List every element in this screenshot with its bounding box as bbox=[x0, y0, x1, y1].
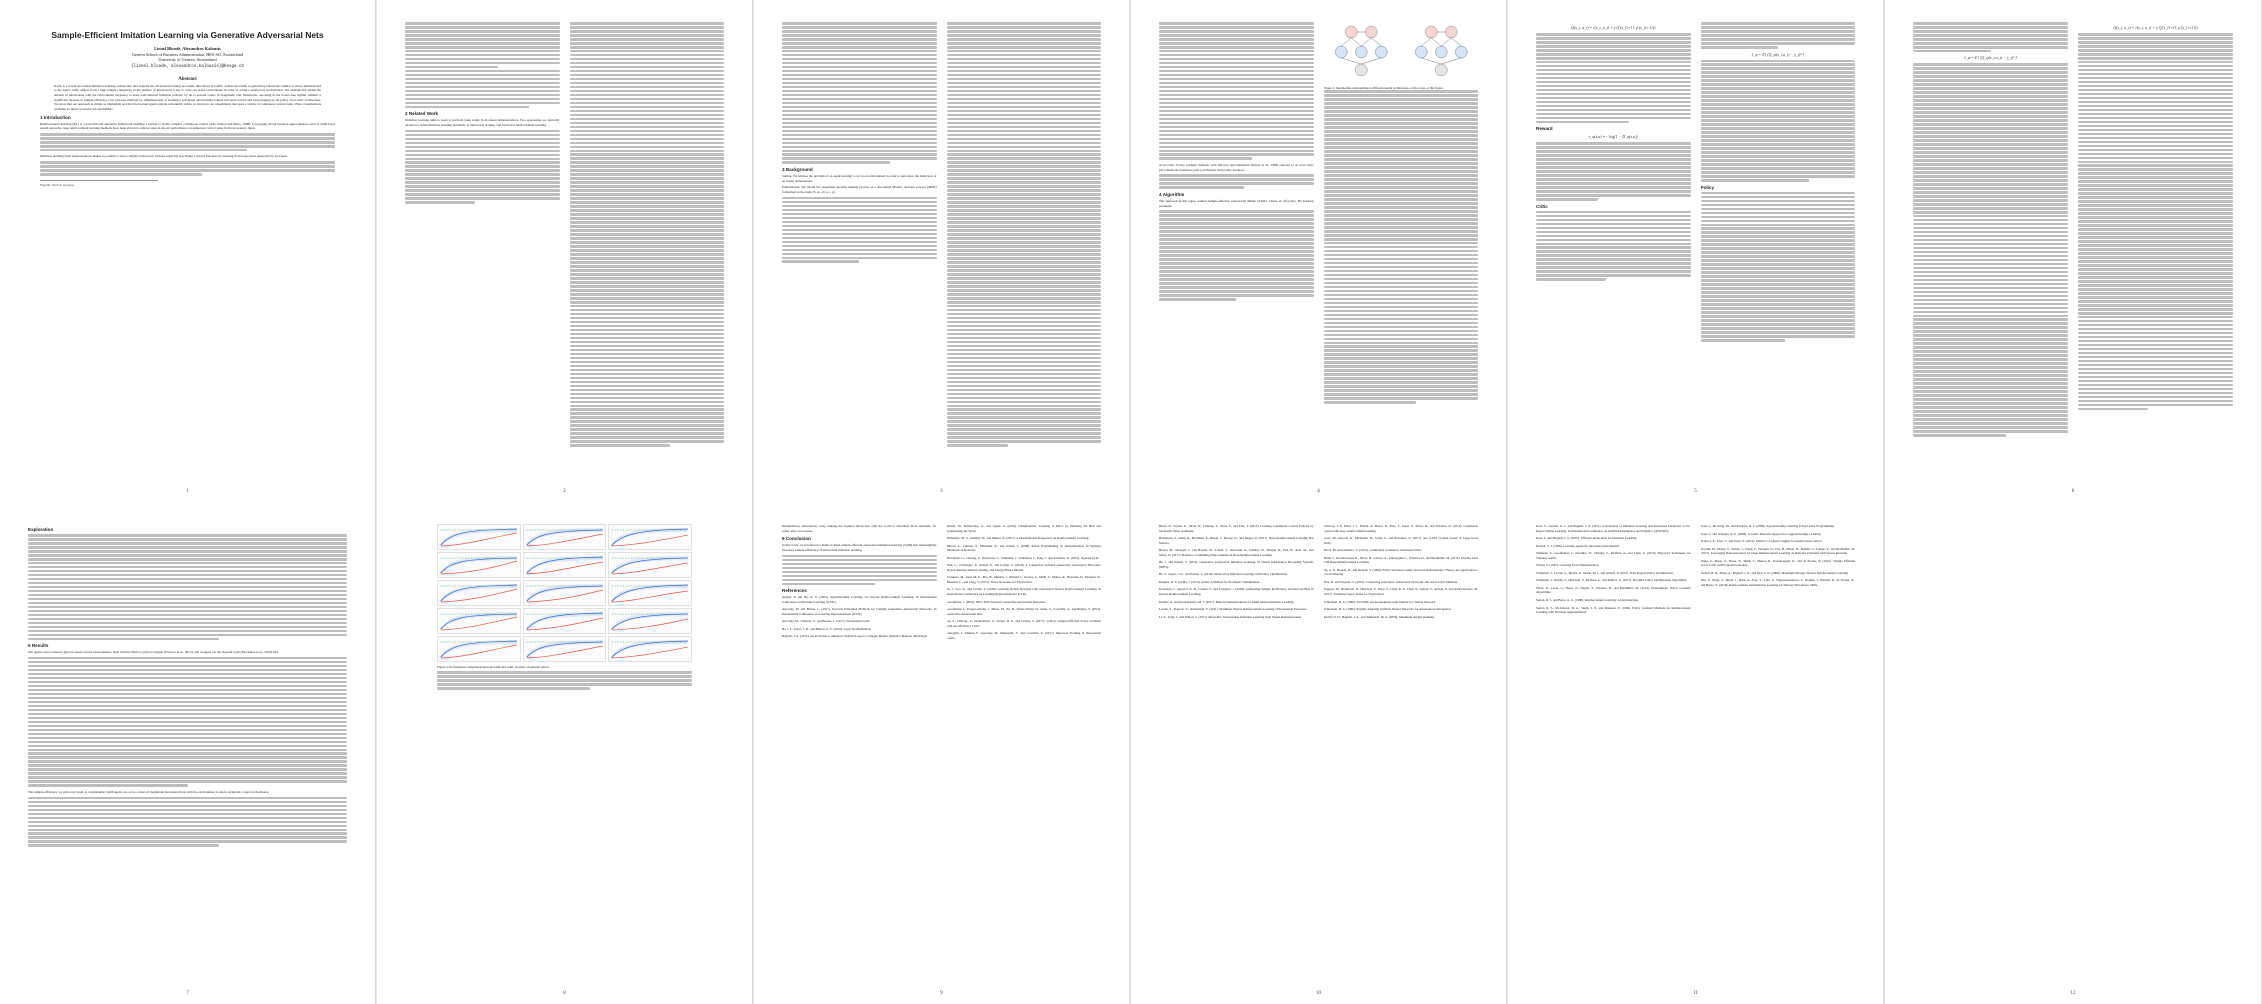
body-lines bbox=[947, 22, 1102, 447]
page-4 bbox=[1131, 0, 1507, 502]
reference-entry: Zhu, Y., Wang, Z., Merel, J., Rusu, A., Erez, T., Cabi, S., Tunyasuvunakool, S., Kramár, J., Hadsell, R., de Freitas, N., and Heess, N. (2018). Reinforcement and Imitation Learning for Diverse Visuomotor Skills. bbox=[1700, 578, 1855, 587]
section-conclusion: 6 Conclusion bbox=[782, 536, 811, 542]
page-11 bbox=[1508, 502, 1884, 1004]
page-9 bbox=[754, 502, 1130, 1004]
body-lines bbox=[1913, 22, 2068, 52]
page-6 bbox=[1885, 0, 2262, 502]
page-number: 8 bbox=[563, 991, 566, 996]
reference-entry: Ziebart, B. D., Maas, A., Bagnell, J. A., and Dey, A. K. (2008). Maximum Entropy Inverse Reinforcement Learning. bbox=[1700, 570, 1849, 575]
figure-2-caption: Figure 2: Performance comparison between SAM and GAIL in terms of episodic return. bbox=[437, 665, 550, 669]
page-1 bbox=[0, 0, 376, 502]
affiliation-2: University of Geneva, Switzerland bbox=[158, 57, 217, 63]
learning-curve-plot bbox=[437, 608, 521, 634]
reference-entry: Kingma, D. P. and Ba, J. (2014). Adam: A Method for Stochastic Optimization. bbox=[1159, 579, 1261, 584]
reference-list bbox=[782, 595, 937, 639]
reference-entry: Silver, D., Lever, G., Heess, N., Degris, T., Wierstra, D., and Riedmiller, M. (2014). Deterministic Policy Gradient Algorithms. bbox=[1536, 585, 1691, 595]
reference-entry: Heess, N., Wayne, G., Silver, D., Lillicrap, T., Tassa, Y., and Erez, T. (2015). Learning Continuous Control Policies by Stochastic Value Gradients. bbox=[1159, 524, 1314, 533]
reference-entry: Abbeel, P. and Ng, A. Y. (2004). Apprenticeship Learning via Inverse Reinforcement Learning. In International Conference on Machine Learning (ICML). bbox=[782, 595, 937, 604]
learning-curve-plot bbox=[523, 524, 607, 550]
caption-lines bbox=[437, 671, 692, 690]
node-critic bbox=[1365, 26, 1377, 38]
reference-entry: Arjovsky, M., Chintala, S., and Bottou, L. (2017). Wasserstein GAN. bbox=[782, 619, 870, 624]
reference-entry: Hessel, M., Modayil, J., van Hasselt, H., Schaul, T., Ostrovski, G., Dabney, W., Horgan, D., Piot, B., Azar, M., and Silver, D. (2017). Rainbow: Combining Improvements in Deep Reinforcement Learning. bbox=[1159, 548, 1314, 557]
reference-entry: Sutton, R. S., McAllester, D. A., Singh, S. P., and Mansour, Y. (1999). Policy Gradient Methods for Reinforcement Learning with Function Approximation. bbox=[1536, 605, 1691, 615]
reference-entry: Plappert, M., Houthooft, R., Dhariwal, P., Sidor, S., Chen, R. Y., Chen, X., Asfour, T., Abbeel, P., and Andrychowicz, M. (2017). Parameter Space Noise for Exploration. bbox=[1323, 587, 1478, 597]
node-env bbox=[1375, 46, 1387, 58]
figure-1-caption: Figure 1: Intermodule relationships in different neural architectures of the scope of this figure. bbox=[1323, 86, 1444, 90]
node-buffer bbox=[1435, 64, 1447, 76]
references-heading: References bbox=[782, 588, 807, 594]
reference-entry: Salimans, T., Goodfellow, I., Zaremba, W., Cheung, V., Radford, A., and Chen, X. (2016). Improved Techniques for Training GANs. bbox=[1536, 551, 1691, 560]
node-discriminator bbox=[1335, 46, 1347, 58]
reference-entry: Mirza, M. and Osindero, S. (2014). Conditional Generative Adversarial Nets. bbox=[1323, 548, 1423, 553]
body-lines bbox=[570, 22, 725, 447]
page-number: 4 bbox=[1317, 489, 1320, 494]
critic-heading: Critic bbox=[1536, 203, 1548, 209]
learning-curve-plot bbox=[523, 580, 607, 606]
learning-curve-plot bbox=[437, 636, 521, 662]
intro-body-lines bbox=[40, 133, 335, 152]
body-lines bbox=[2078, 33, 2233, 410]
reference-entry: Brockman, G., Cheung, V., Pettersson, L., Schneider, J., Schulman, J., Tang, J., and Zaremba, W. (2016). OpenAI Gym. bbox=[946, 555, 1100, 560]
reference-entry: Ross, S., Gordon, G. J., and Bagnell, J. A. (2011). A Reduction of Imitation Learning and Structured Prediction to No-Regret Online Learning. In International Conference on Artificial Intelligence and Statistics (AISTATS). bbox=[1536, 524, 1691, 533]
reference-entry: Sutton, R. S. and Barto, A. G. (1998). Reinforcement Learning: An Introduction. bbox=[1536, 598, 1639, 603]
reference-entry: Bellemare, M. G., Dabney, W., and Munos, R. (2017). A Distributional Perspective on Reinforcement Learning. bbox=[946, 536, 1090, 541]
background-preliminaries: Preliminaries. We model the sequential decision making process as a discounted Markov decision process (MDP) formalised as the tuple (S, A, ρ0, p, r, γ). bbox=[782, 185, 937, 195]
equation: ℓ_ψ = E[ (Q_ψ(s_t,a_t) − y_t)² ] bbox=[1964, 55, 2017, 61]
learning-curve-plot bbox=[608, 608, 692, 634]
reference-entry: Vecerik, M., Hester, T., Scholz, J., Wang, F., Pietquin, O., Piot, B., Heess, N., Rothörl, T., Lampe, T., and Riedmiller, M. (2017). Leveraging Demonstrations for Deep Reinforcement Learning on Robotics Problems with Sparse Rewards. bbox=[1700, 546, 1855, 556]
reference-entry: Pomerleau, D. A. (1989). ALVINN: An Autonomous Land Vehicle in a Neural Network. bbox=[1323, 599, 1437, 604]
body-lines bbox=[782, 555, 937, 585]
learning-curve-plot bbox=[608, 580, 692, 606]
reward-heading: Reward bbox=[1536, 126, 1553, 132]
reference-entry: Mnih, V., Kavukcuoglu, K., Silver, D., Graves, A., Antonoglou, I., Wierstra, D., and Riedmiller, M. (2013). Playing Atari with Deep Reinforcement Learning. bbox=[1323, 555, 1478, 565]
learning-curve-plot bbox=[523, 552, 607, 578]
reference-entry: Gu, S., Lillicrap, T., Ghahramani, Z., Turner, R. E., and Levine, S. (2017). Q-Prop: Sample-Efficient Policy Gradient with An Off-Policy Critic. bbox=[946, 619, 1101, 628]
reference-entry: Kostrikov, I., Agrawal, K. K., Levine, S., and Tompson, J. (2018). Addressing Sample Inefficiency and Reward Bias in Inverse Reinforcement Learning. bbox=[1159, 587, 1314, 597]
learning-curve-plot bbox=[523, 636, 607, 662]
section-background: 3 Background bbox=[782, 167, 813, 173]
reference-entry: Russell, S. J. (1998). Learning agents for uncertain environments. bbox=[1536, 543, 1620, 548]
body-lines bbox=[1159, 22, 1314, 160]
page-8 bbox=[377, 502, 753, 1004]
intro-paragraph-2: Imitation learning from demonstrations makes it possible to teach complex behaviours without explicitly specifying a reward function, by learning from trajectories generated by an expert. bbox=[40, 154, 288, 159]
page-number: 5 bbox=[1694, 489, 1697, 494]
reference-entry: Li, Y., Song, J., and Ermon, S. (2017). InfoGAIL: Interpretable Imitation Learning from Visual Demonstrations. bbox=[1159, 614, 1302, 619]
body-lines bbox=[28, 657, 347, 787]
reference-entry: Schulman, J., Wolski, F., Dhariwal, P., Radford, A., and Klimov, O. (2017). Proximal Policy Optimization Algorithms. bbox=[1536, 578, 1687, 583]
policy-heading: Policy bbox=[1700, 184, 1715, 190]
author-emails: {lionel.blonde, alexandros.kalousis}@hesge.ch bbox=[130, 64, 245, 69]
page-7 bbox=[0, 502, 376, 1004]
body-lines bbox=[28, 534, 347, 640]
body-lines bbox=[405, 130, 560, 204]
reference-entry: Ba, J. L., Kiros, J. R., and Hinton, G. E. (2016). Layer Normalization. bbox=[782, 626, 872, 631]
body-lines bbox=[1701, 192, 1856, 342]
section-algorithm: 4 Algorithm bbox=[1159, 191, 1185, 197]
reference-entry: Ng, A. Y., Harada, D., and Russell, S. (1999). Policy invariance under reward transformations: Theory and application to reward shaping. bbox=[1323, 567, 1478, 577]
learning-curve-plot bbox=[437, 580, 521, 606]
reference-entry: Finn, C., Christiano, P., Abbeel, P., and Levine, S. (2016). A Connection between Generative Adversarial Networks, Inverse Reinforcement Learning, and Energy-Based Models. bbox=[946, 563, 1101, 572]
preprint-footnote: Preprint. Work in progress. bbox=[40, 180, 158, 187]
body-lines bbox=[1536, 211, 1691, 281]
body-lines bbox=[782, 197, 937, 263]
reference-entry: Syed, U., Bowling, M., and Schapire, R. E. (2008). Apprenticeship Learning Using Linear Programming. bbox=[1700, 524, 1835, 528]
reference-entry: Ross, S. and Bagnell, J. A. (2010). Efficient Reductions for Imitation Learning. bbox=[1536, 536, 1638, 541]
reference-entry: Pomerleau, D. A. (1990). Rapidly Adapting Artificial Neural Networks for Autonomous Navigation. bbox=[1323, 607, 1452, 612]
conclusion-carryover: manipulation, autonomous cars), making the required interaction with the world to extremely more desirable, for safety and cost reasons. bbox=[782, 524, 937, 533]
body-lines bbox=[1536, 33, 1691, 123]
learning-curve-plot bbox=[608, 636, 692, 662]
author-block bbox=[40, 46, 335, 71]
reference-entry: Kuefler, A. and Kochenderfer, M. J. (2017). Burn-In Demonstrations for Multi-Modal Imitation Learning. bbox=[1159, 599, 1295, 604]
reference-entry: Fortunato, M., Azar, M. G., Piot, B., Menick, J., Osband, I., Graves, A., Mnih, V., Munos, R., Hassabis, D., Pietquin, O., Blundell, C., and Legg, S. (2017). Noisy Networks for Exploration. bbox=[946, 575, 1101, 584]
page-number: 12 bbox=[2070, 991, 2076, 996]
actor-critic-paragraph: Actor-critic. Policy gradient methods with function approximation (Sutton et al., 1999) referred to as actor-critic (AC) methods, interleave policy evaluation with policy iteration. bbox=[1159, 163, 1314, 172]
reference-entry: Schulman, J., Levine, S., Moritz, P., Jordan, M. I., and Abbeel, P. (2015). Trust Region Policy Optimization. bbox=[1536, 570, 1674, 575]
abstract-text: GAIL is a recent successful imitation learning architecture that exploits the adversarial training procedure introduced in GANs. Albeit successful at generating behaviours similar to those demonstrated to the agent, GAIL suffers from a high sample complexity in the number of interactions it has to carry out in the environment in order to achieve satisfactory performance. We dramatically shrink the amount of interactions with the environment necessary to learn well-behaved imitation policies, by up to several orders of magnitude. Our framework, operating in the model-free regime, exhibits a significant increase in sample-efficiency over previous methods by simultaneously a) learning a self-tuned adversarially-trained surrogate reward and b) leveraging an off-policy actor-critic architecture. We show that our approach is simple to implement and that the learned agents remain remarkably stable, as shown in our experiments that span a variety of continuous control tasks. Video visualisations available at: https://youtu.be/-nCsqUJnRKU. bbox=[54, 83, 321, 111]
node-actor bbox=[1345, 26, 1357, 38]
results-paragraph-1: Our agents were trained in physics-based control environments, built with the MuJoCo physics engine (Todorov et al., 2012), and wrapped via the OpenAI Gym (Brockman et al., 2016) API. bbox=[28, 650, 279, 655]
node-reward bbox=[1435, 46, 1447, 58]
paper-title: Sample-Efficient Imitation Learning via Generative Adversarial Nets bbox=[51, 30, 324, 40]
reference-list bbox=[1701, 524, 1856, 587]
node-reward bbox=[1355, 46, 1367, 58]
page-3 bbox=[754, 0, 1130, 502]
reference-entry: Ho, J., Gupta, J. K., and Ermon, S. (2016). Model-Free Imitation Learning with Policy Optimization. bbox=[1159, 572, 1288, 577]
reference-entry: Fu, J., Luo, K., and Levine, S. (2018). Learning Robust Rewards with Adversarial Inverse Reinforcement Learning. In International Conference on Learning Representations (ICLR). bbox=[946, 587, 1101, 597]
reference-entry: Ho, J. and Ermon, S. (2016). Generative Adversarial Imitation Learning. In Neural Information Processing Systems (NIPS). bbox=[1159, 560, 1314, 569]
reference-entry: Wang, Z., Bapst, V., Heess, N., Mnih, V., Munos, R., Kavukcuoglu, K., and de Freitas, N. (2016). Sample Efficient Actor-Critic with Experience Replay. bbox=[1700, 558, 1855, 568]
equation-1: Q(s_t, a_t) = r(s_t, a_t) + γ Q'(s_{t+1}, μ'(s_{t+1})) bbox=[1571, 25, 1656, 30]
reference-list bbox=[1159, 524, 1314, 619]
page-number: 7 bbox=[186, 991, 189, 996]
reference-entry: Gulrajani, I., Ahmed, F., Arjovsky, M., Dumoulin, V., and Courville, A. (2017). Improved Training of Wasserstein GANs. bbox=[946, 631, 1101, 640]
author-names: Lionel Blondé, Alexandros Kalousis bbox=[154, 45, 221, 51]
page-12 bbox=[1885, 502, 2262, 1004]
page-2 bbox=[377, 0, 753, 502]
reference-list bbox=[947, 524, 1102, 640]
body-lines bbox=[405, 22, 560, 108]
reference-entry: Goodfellow, I. (2016). NIPS 2016 Tutorial: Generative Adversarial Networks. bbox=[946, 599, 1046, 604]
reference-entry: Todorov, E., Erez, T., and Tassa, Y. (2012). MuJoCo: A physics engine for model-based control. bbox=[1700, 539, 1823, 544]
intro-paragraph-1: Reinforcement learning (RL) is a powerful and extensive framework enabling a learner to tackle complex continuous control tasks (Sutton and Barto, 1998). Leveraging strong function approximators such as multi-layer neural networks, deep reinforcement learning methods have been shown to achieve state-of-the-art performance on numerous control tasks from raw sensory input. bbox=[40, 121, 335, 131]
sam-confidence-band bbox=[441, 612, 517, 631]
body-lines bbox=[28, 797, 347, 847]
page-number: 3 bbox=[940, 489, 943, 494]
reference-entry: Henderson, P., Islam, R., Bachman, P., Pineau, J., Precup, D., and Meger, D. (2017). Deep Reinforcement Learning that Matters. bbox=[1159, 536, 1314, 545]
abstract-heading: Abstract bbox=[178, 76, 197, 82]
equation-3: r_φ(s,a) = −log(1 − D_φ(s,a)) bbox=[1588, 134, 1638, 140]
page-5 bbox=[1508, 0, 1884, 502]
related-paragraph-1: Imitation learning aims to learn to perform tasks solely from expert demonstrations. Two approaches are typically adopted to tackle imitation learning problems: a) behavioral cloning, and b) inverse reinforcement learning. bbox=[405, 118, 560, 127]
page-number: 11 bbox=[1693, 991, 1698, 996]
body-lines bbox=[1324, 90, 1479, 403]
equation-2: ℓ_ψ = E[ (Q_ψ(s_t,a_t) − y_t)² ] bbox=[1751, 51, 1805, 57]
equation: Q(s_t, a_t) = r(s_t, a_t) + γ Q'(s_{t+1}, μ'(s_{t+1})) bbox=[2113, 25, 2198, 30]
affiliation: Geneva School of Business Administration, HES-SO, Switzerland bbox=[132, 51, 243, 57]
figure-2-grid bbox=[437, 524, 692, 662]
body-lines bbox=[1536, 142, 1691, 200]
background-setting: Setting. We address the problem of an agent learning to act in an environment in order to reproduce the behaviour of an expert demonstrator. bbox=[782, 174, 937, 183]
reference-entry: Bagnell, J. A. (2015). An invitation to imitation. Technical report, Carnegie Mellon, Robotics Institute, Pittsburgh. bbox=[782, 634, 928, 639]
page-number: 1 bbox=[186, 489, 189, 494]
body-lines bbox=[1701, 22, 1856, 49]
node-env bbox=[1455, 46, 1467, 58]
figure-1-diagram bbox=[1324, 22, 1479, 78]
body-lines bbox=[1159, 174, 1314, 189]
node-discriminator bbox=[1415, 46, 1427, 58]
intro-body-lines-2 bbox=[40, 161, 335, 176]
exploration-heading: Exploration bbox=[28, 527, 54, 532]
reference-entry: Goodfellow, I., Pouget-Abadie, J., Mirza, M., Xu, B., Warde-Farley, D., Ozair, S., Courville, A., and Bengio, Y. (2014). Generative Adversarial Nets. bbox=[946, 607, 1101, 616]
body-lines bbox=[1913, 63, 2068, 436]
pages-row-2 bbox=[0, 502, 2262, 1004]
reference-entry: Billard, A., Calinon, S., Dillmann, R., and Schaal, S. (2008). Robot Programming by Demonstration. In Springer Handbook of Robotics. bbox=[946, 543, 1101, 553]
reference-entry: Ratliff, N. D., Bagnell, J. A., and Zinkevich, M. A. (2006). Maximum margin planning. bbox=[1323, 614, 1435, 619]
reference-entry: Arjovsky, M. and Bottou, L. (2017). Towards Principled Methods for Training Generative Adversarial Networks. In International Conference on Learning Representations (ICLR). bbox=[782, 607, 937, 616]
algorithm-paragraph-1: The approach in this paper, named Sample-efficient Adversarial Mimic (SAM), adopts an off-policy TD learning paradigm. bbox=[1159, 198, 1314, 208]
learning-curve-plot bbox=[523, 608, 607, 634]
page-number: 9 bbox=[940, 991, 943, 996]
learning-curve-plot bbox=[608, 552, 692, 578]
body-lines bbox=[1159, 210, 1314, 300]
results-paragraph-2: The sample-efficiency we gain over GAIL is considerable: SAM needs one or two orders of magnitude less interactions with the environment to attain asymptotic expert performance. bbox=[28, 789, 270, 794]
section-introduction: 1 Introduction bbox=[40, 114, 71, 120]
learning-curve-plot bbox=[437, 552, 521, 578]
learning-curve-plot bbox=[437, 524, 521, 550]
reference-list bbox=[1324, 524, 1479, 619]
diagram-left bbox=[1335, 26, 1387, 76]
section-related-work: 2 Related Work bbox=[405, 111, 439, 117]
page-number: 6 bbox=[2071, 489, 2075, 494]
page-number: 2 bbox=[563, 489, 566, 494]
body-lines bbox=[782, 22, 937, 164]
sam-confidence-band bbox=[441, 556, 517, 575]
conclusion-paragraph: In this work, we introduced a method called sample-efficient adversarial imitation learning (SAM) that meaningfully increases sample-efficiency of adversarial imitation learning. bbox=[782, 543, 937, 553]
body-lines bbox=[1701, 60, 1856, 182]
page-10 bbox=[1131, 502, 1507, 1004]
reference-entry: Syed, U. and Schapire, R. E. (2008). A Game-Theoretic Approach to Apprenticeship Learning. bbox=[1700, 531, 1822, 536]
reference-entry: Lillicrap, T. P., Hunt, J. J., Pritzel, A., Heess, N., Erez, T., Tassa, Y., Silver, D., and Wierstra, D. (2016). Continuous control with deep reinforcement learning. bbox=[1323, 524, 1478, 533]
reference-entry: Pfau, D. and Vinyals, O. (2016). Connecting Generative Adversarial Networks and Actor-Critic Methods. bbox=[1323, 579, 1458, 584]
reference-entry: Levine, S., Popovic, Z., and Koltun, V. (2011). Nonlinear Inverse Reinforcement Learning with Gaussian Processes. bbox=[1159, 607, 1308, 612]
node-buffer bbox=[1355, 64, 1367, 76]
section-results: 5 Results bbox=[28, 643, 49, 649]
diagram-right bbox=[1415, 26, 1467, 76]
reference-entry: Lucic, M., Kurach, K., Michalski, M., Gelly, S., and Bousquet, O. (2017). Are GANs Created Equal? A Large-Scale Study. bbox=[1323, 536, 1478, 545]
page-number: 10 bbox=[1316, 991, 1321, 996]
node-critic bbox=[1445, 26, 1457, 38]
reference-entry: Schaal, S. (1997). Learning From Demonstration. bbox=[1536, 563, 1600, 568]
reference-entry: Bansal, M., Krizhevsky, A., and Ogale, A. (2018). ChauffeurNet: Learning to Drive by Imitating the Best and Synthesizing the Worst. bbox=[946, 524, 1101, 533]
node-actor bbox=[1425, 26, 1437, 38]
learning-curve-plot bbox=[608, 524, 692, 550]
reference-list bbox=[1536, 524, 1691, 615]
